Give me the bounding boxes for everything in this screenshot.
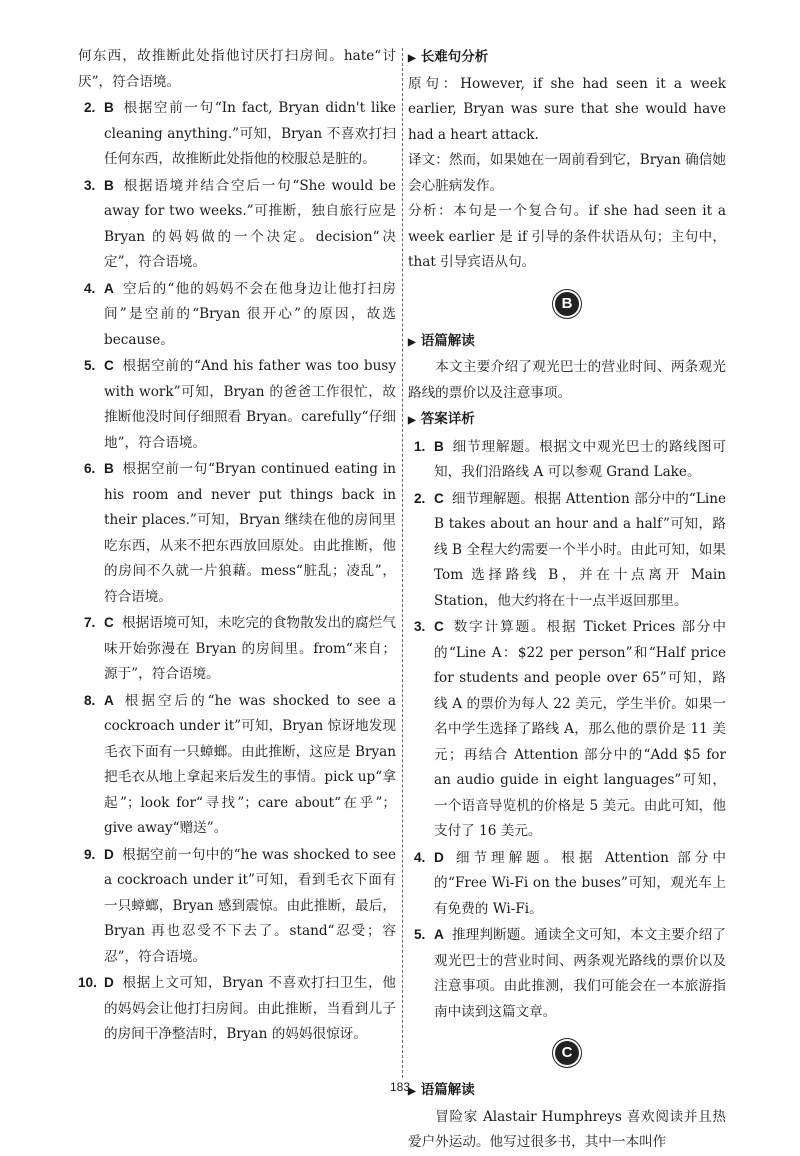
answer-item: 5. A 推理判断题。通读全文可知，本文主要介绍了观光巴士的营业时间、两条观光路线的票价以及注意事项。由此推测，我们可能会在一本旅游指南中读到这篇文章。 [414,927,726,1020]
original-sentence: 原句：However, if she had seen it a week earlier, Bryan was sure that she would have had a heart attack. [408,75,726,143]
reading-heading: ▶ 语篇解读 [408,332,475,348]
answer-item: 10. D 根据上文可知，Bryan 不喜欢打扫卫生，他的妈妈会让他打扫房间。由此推断，当看到儿子的房间干净整洁时，Bryan 的妈妈很惊讶。 [78,975,396,1042]
answer-item: 5. C 根据空前的“And his father was too busy with work”可知，Bryan 的爸爸工作很忙，故推断他没时间仔细照看 Bryan。carefully“仔细地”，符合语境。 [84,358,396,451]
answer-item: 7. C 根据语境可知，未吃完的食物散发出的腐烂气味开始弥漫在 Bryan 的房间里。from“来自；源于”，符合语境。 [84,615,396,682]
answer-item: 4. D 细节理解题。根据 Attention 部分中的“Free Wi-Fi on the buses”可知，观光车上有免费的 Wi-Fi。 [414,849,726,917]
answer-item: 1. B 细节理解题。根据文中观光巴士的路线图可知，我们沿路线 A 可以参观 Grand Lake。 [414,438,726,480]
page-number: 183 [389,1080,411,1094]
answer-item: 4. A 空后的“他的妈妈不会在他身边让他打扫房间”是空前的“Bryan 很开心”的原因，故选 because。 [84,280,396,348]
answer-item: 2. B 根据空前一句“In fact, Bryan didn't like cleaning anything.”可知，Bryan 不喜欢打扫任何东西，故推断此处指他的校服总是脏的。 [84,100,396,167]
arrow-icon: ▶ [408,1086,416,1097]
reading-summary: 冒险家 Alastair Humphreys 喜欢阅读并且热爱户外运动。他写过很多书，其中一本叫作 [408,1108,726,1150]
section-c-marker [408,1035,726,1071]
reading-heading: ▶ 语篇解读 [408,1082,475,1097]
translation-text: 译文：然而，如果她在一周前看到它，Bryan 确信她会心脏病发作。 [408,152,726,194]
answer-item: 3. C 数字计算题。根据 Ticket Prices 部分中的“Line A：$22 per person”和“Half price for students and people over 65”可知，路线 A 的票价为每人 22 美元，学生半价。如果一名中学生选择了路线 A，那么他的票价是 11 美元；再结合 Attention 部分中的“Add $5 for an audio guide in eight languages”可知，一个语音导览机的价格是 5 美元。由此可知，他支付了 16 美元。 [414,619,726,839]
reading-summary: 本文主要介绍了观光巴士的营业时间、两条观光路线的票价以及注意事项。 [408,359,726,401]
answer-item: 2. C 细节理解题。根据 Attention 部分中的“Line B takes about an hour and a half”可知，路线 B 全程大约需要一个半小时。由此可知，如果 Tom 选择路线 B，并在十点离开 Main Station，他大约将在十一点半返回那里。 [414,490,726,609]
answer-item: 3. B 根据语境并结合空后一句“She would be away for two weeks.”可推断，独自旅行应是 Bryan 的妈妈做的一个决定。decision“决定”，符合语境。 [84,177,396,270]
analysis-heading: ▶ 长难句分析 [408,49,489,64]
arrow-icon: ▶ [408,53,416,64]
section-badge: B [555,292,579,316]
continuation-text: 何东西，故推断此处指他讨厌打扫房间。hate“讨厌”，符合语境。 [78,48,396,90]
answer-item: 9. D 根据空前一句中的“he was shocked to see a cockroach under it”可知，看到毛衣下面有一只蟑螂，Bryan 感到震惊。由此推断，最后，Bryan 再也忍受不下去了。stand“忍受；容忍”，符合语境。 [84,846,396,965]
arrow-icon: ▶ [408,336,416,348]
answers-heading: ▶ 答案详析 [408,411,475,426]
right-column [408,44,726,1156]
section-b-marker [408,286,726,322]
section-badge: C [555,1041,579,1065]
left-column [78,44,396,1048]
analysis-text: 分析：本句是一个复合句。if she had seen it a week earlier 是 if 引导的条件状语从句；主句中，that 引导宾语从句。 [408,203,726,270]
answer-item: 6. B 根据空前一句“Bryan continued eating in his room and never put things back in their places.”可知，Bryan 继续在他的房间里吃东西，从来不把东西放回原处。由此推断，他的房间不久就一片狼藉。mess“脏乱；凌乱”，符合语境。 [84,461,396,605]
arrow-icon: ▶ [408,415,416,426]
column-divider [402,48,403,1078]
answer-item: 8. A 根据空后的“he was shocked to see a cockroach under it”可知，Bryan 惊讶地发现毛衣下面有一只蟑螂。由此推断，这应是 Bryan 把毛衣从地上拿起来后发生的事情。pick up“拿起”；look for“寻找”；care about“在乎”；give away“赠送”。 [84,692,396,836]
